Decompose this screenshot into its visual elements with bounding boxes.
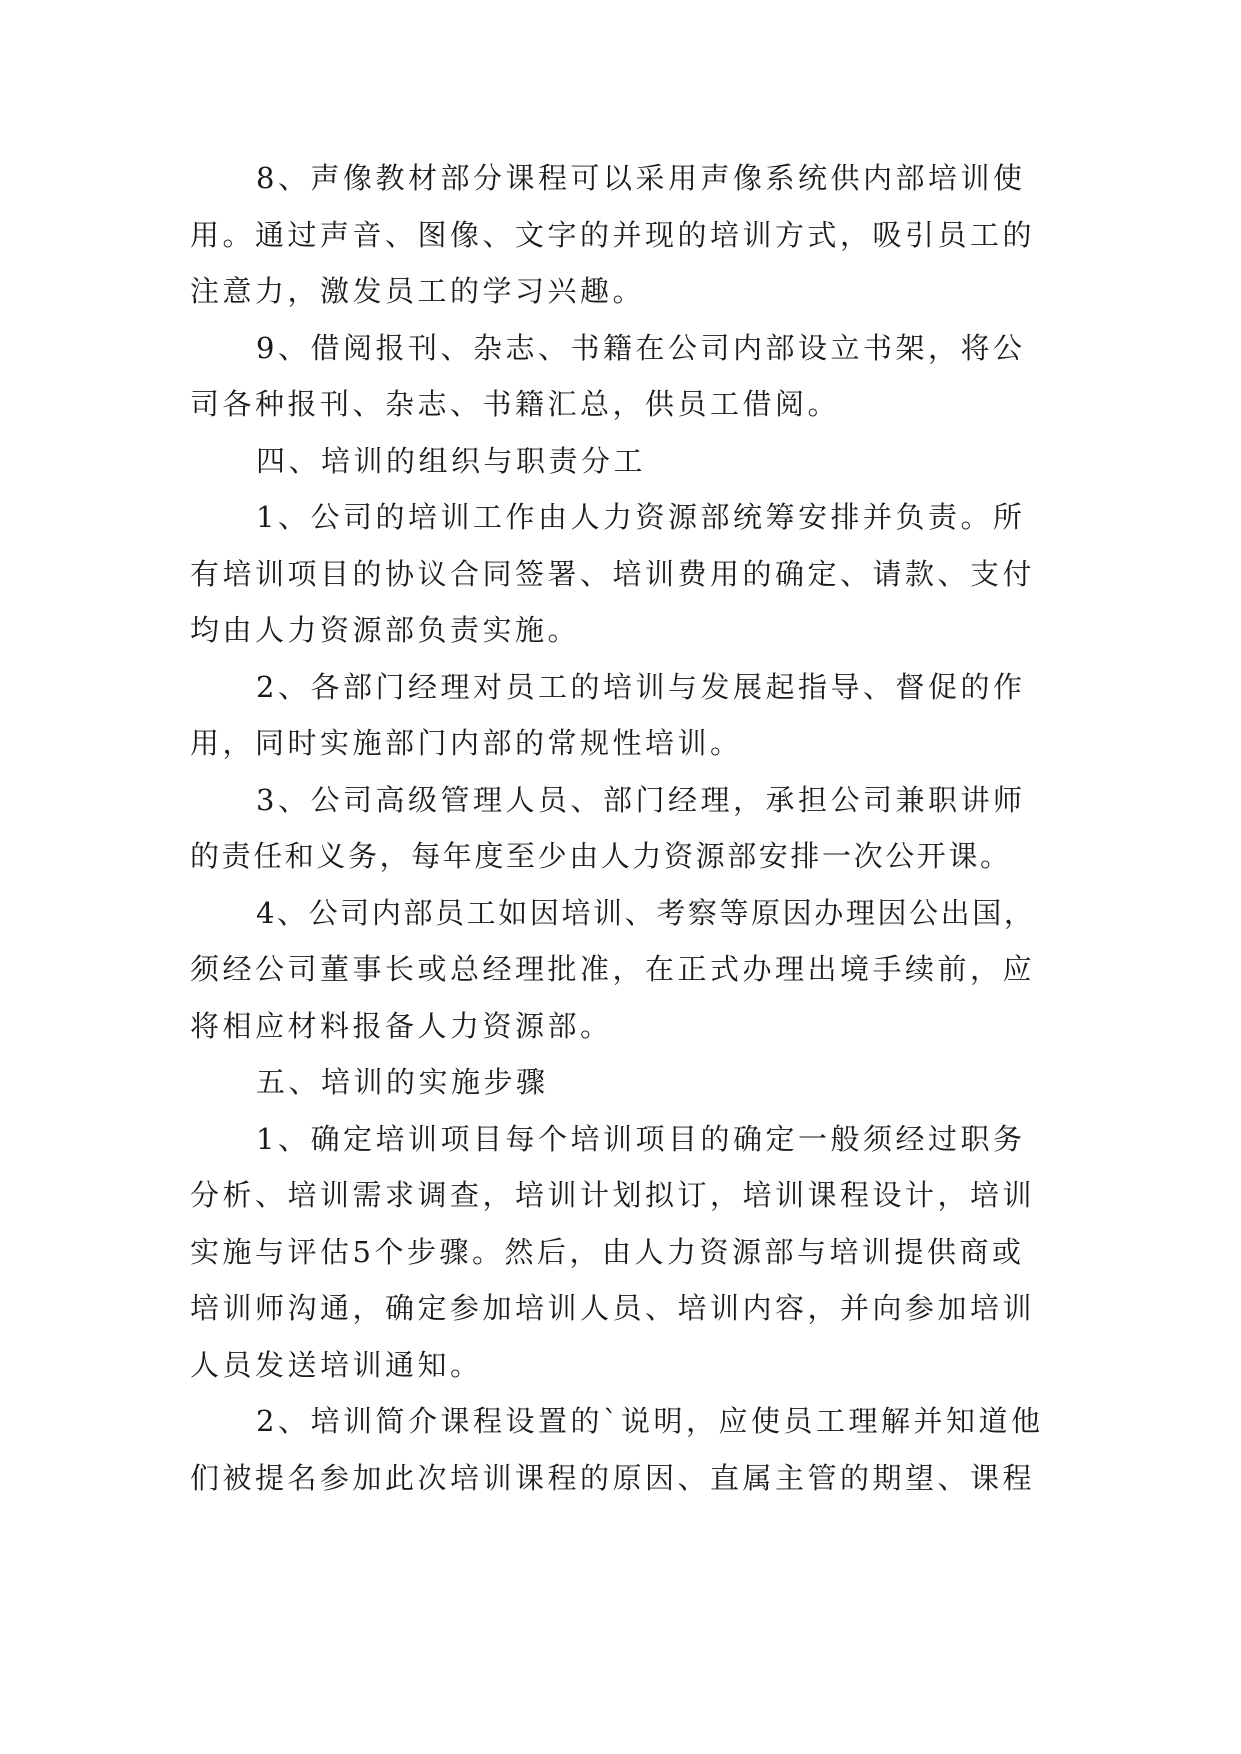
paragraph-9-line-2: 司各种报刊、杂志、书籍汇总，供员工借阅。: [190, 387, 841, 421]
section-4-item-3-line-2: 的责任和义务，每年度至少由人力资源部安排一次公开课。: [190, 839, 1012, 873]
section-4-item-4-line-3: 将相应材料报备人力资源部。: [190, 1008, 613, 1043]
section-4-item-1-line-2: 有培训项目的协议合同签署、培训费用的确定、请款、支付: [190, 556, 1036, 591]
section-heading-5: 五、培训的实施步骤: [256, 1065, 549, 1099]
paragraph-8-line-1: 8、声像教材部分课程可以采用声像系统供内部培训使: [256, 161, 1026, 195]
paragraph-9-line-1: 9、借阅报刊、杂志、书籍在公司内部设立书架，将公: [256, 330, 1026, 365]
section-4-item-1-line-1: 1、公司的培训工作由人力资源部统筹安排并负责。所: [256, 500, 1026, 534]
section-4-item-4-line-2: 须经公司董事长或总经理批准，在正式办理出境手续前，应: [190, 952, 1036, 986]
section-5-item-1-line-2: 分析、培训需求调查，培训计划拟订，培训课程设计，培训: [190, 1178, 1036, 1212]
paragraph-8-line-3: 注意力，激发员工的学习兴趣。: [190, 274, 646, 308]
document-body: [190, 150, 1050, 1506]
paragraph-8-line-2: 用。通过声音、图像、文字的并现的培训方式，吸引员工的: [190, 217, 1036, 252]
section-5-item-2-line-2: 们被提名参加此次培训课程的原因、直属主管的期望、课程: [190, 1460, 1036, 1495]
section-5-item-1-line-4: 培训师沟通，确定参加培训人员、培训内容，并向参加培训: [190, 1291, 1036, 1325]
section-5-item-1-line-5: 人员发送培训通知。: [190, 1347, 483, 1382]
section-4-item-3-line-1: 3、公司高级管理人员、部门经理，承担公司兼职讲师: [256, 782, 1026, 817]
section-5-item-1-line-3: 实施与评估5个步骤。然后，由人力资源部与培训提供商或: [190, 1234, 1025, 1269]
section-4-item-4-line-1: 4、公司内部员工如因培训、考察等原因办理因公出国，: [256, 895, 1036, 930]
section-4-item-2-line-1: 2、各部门经理对员工的培训与发展起指导、督促的作: [256, 669, 1026, 704]
section-4-item-2-line-2: 用，同时实施部门内部的常规性培训。: [190, 726, 743, 760]
section-5-item-1-line-1: 1、确定培训项目每个培训项目的确定一般须经过职务: [256, 1121, 1026, 1156]
section-5-item-2-line-1: 2、培训简介课程设置的`说明，应使员工理解并知道他: [256, 1404, 1044, 1438]
section-4-item-1-line-3: 均由人力资源部负责实施。: [190, 613, 581, 647]
section-heading-4: 四、培训的组织与职责分工: [256, 443, 647, 478]
